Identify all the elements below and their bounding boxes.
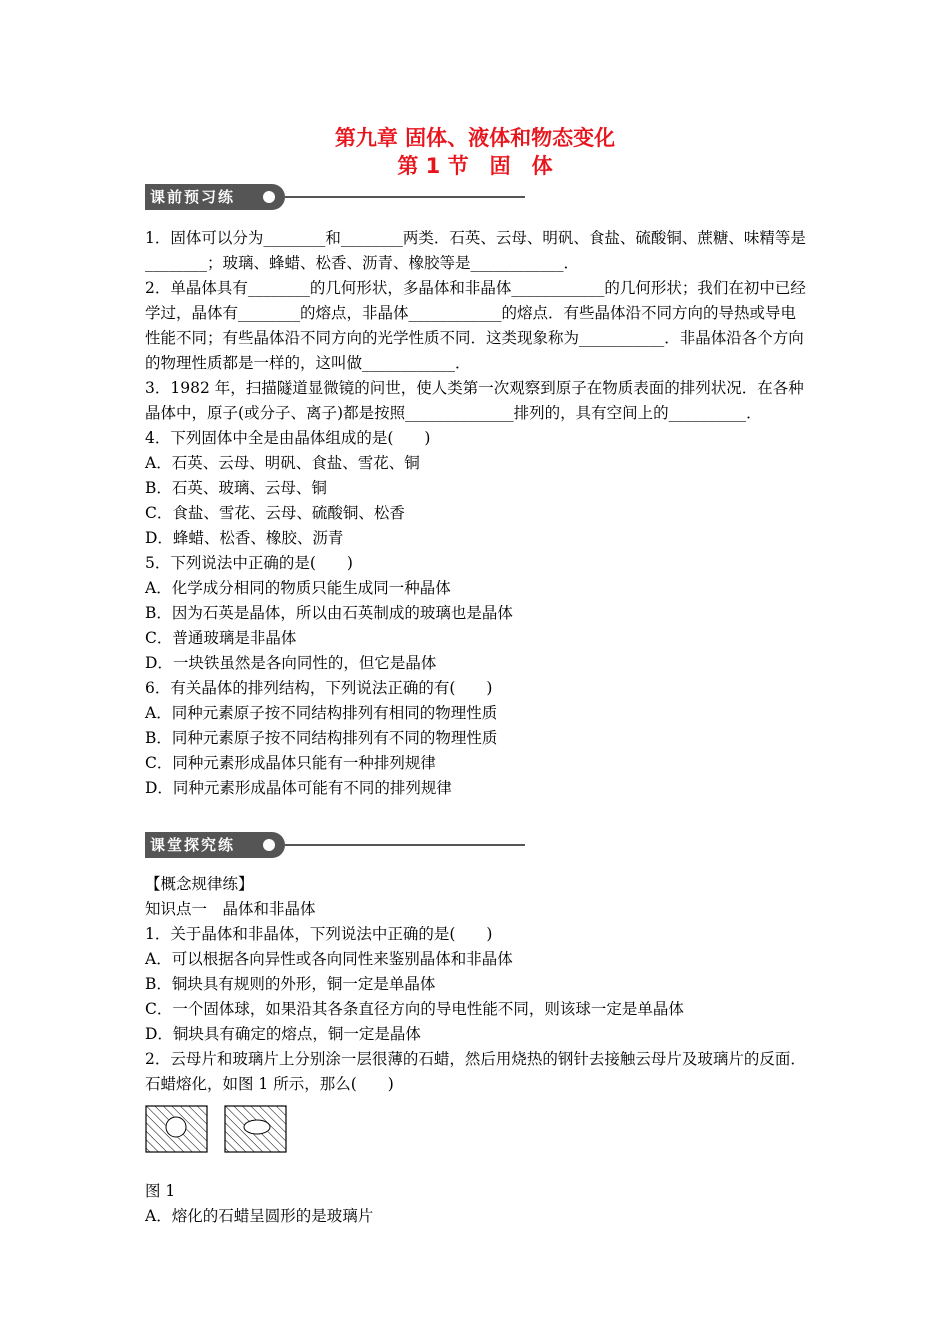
option: A．同种元素原子按不同结构排列有相同的物理性质 [145, 704, 498, 722]
bullet-icon [263, 191, 275, 203]
bullet-icon [263, 839, 275, 851]
question-1-stem: 1．关于晶体和非晶体，下列说法中正确的是( ) [145, 925, 493, 943]
option: C．一个固体球，如果沿其各条直径方向的导电性能不同，则该球一定是单晶体 [145, 1000, 684, 1018]
knowledge-point: 知识点一 晶体和非晶体 [145, 900, 316, 918]
option: A．化学成分相同的物质只能生成同一种晶体 [145, 579, 451, 597]
option: B．铜块具有规则的外形，铜一定是单晶体 [145, 975, 436, 993]
question-4-stem: 4．下列固体中全是由晶体组成的是( ) [145, 429, 431, 447]
question-5-stem: 5．下列说法中正确的是( ) [145, 554, 353, 572]
question-2: 2．单晶体具有________的几何形状，多晶体和非晶体____________的几何形状；我们在初中已经学过，晶体有________的熔点，非晶体____________的熔点．有些晶体沿不同方向的导热或导电性能不同；有些晶体沿不同方向的光学性质不同．这类现象称为___________．非晶体沿各个方向的物理性质都是一样的，这叫做____________． [145, 279, 806, 372]
option: C．食盐、雪花、云母、硫酸铜、松香 [145, 504, 405, 522]
option: D．同种元素形成晶体可能有不同的排列规律 [145, 779, 452, 797]
option: A．熔化的石蜡呈圆形的是玻璃片 [145, 1207, 374, 1225]
figure-caption: 图 1 [145, 1182, 176, 1200]
section-title: 第 1 节 固 体 [397, 154, 553, 178]
mica-sheet-figure [145, 1105, 208, 1153]
option: B．因为石英是晶体，所以由石英制成的玻璃也是晶体 [145, 604, 513, 622]
option: B．石英、玻璃、云母、铜 [145, 479, 327, 497]
option: D．蜂蜡、松香、橡胶、沥青 [145, 529, 344, 547]
question-1: 1．固体可以分为________和________两类．石英、云母、明矾、食盐、硫酸铜、蔗糖、味精等是________；玻璃、蜂蜡、松香、沥青、橡胶等是____________． [145, 229, 806, 272]
option: D．一块铁虽然是各向同性的，但它是晶体 [145, 654, 437, 672]
divider [285, 196, 525, 198]
preview-exercises [145, 226, 810, 801]
subsection-heading: 【概念规律练】 [145, 875, 254, 893]
option: A．石英、云母、明矾、食盐、雪花、铜 [145, 454, 420, 472]
option: D．铜块具有确定的熔点，铜一定是晶体 [145, 1025, 421, 1043]
banner-label: 课前预习练 [145, 184, 285, 210]
glass-sheet-figure [224, 1105, 287, 1153]
figure-1 [145, 1105, 810, 1155]
chapter-title: 第九章 固体、液体和物态变化 [334, 126, 616, 150]
question-6-stem: 6．有关晶体的排列结构，下列说法正确的有( ) [145, 679, 493, 697]
option: C．普通玻璃是非晶体 [145, 629, 297, 647]
section-banner-inclass [145, 832, 525, 858]
banner-label: 课堂探究练 [145, 832, 285, 858]
section-banner-preview [145, 184, 525, 210]
option: C．同种元素形成晶体只能有一种排列规律 [145, 754, 436, 772]
divider [285, 844, 525, 846]
option: A．可以根据各向异性或各向同性来鉴别晶体和非晶体 [145, 950, 513, 968]
question-3: 3．1982 年，扫描隧道显微镜的问世，使人类第一次观察到原子在物质表面的排列状况．在各种晶体中，原子(或分子、离子)都是按照______________排列的，具有空间上的__________． [145, 379, 804, 422]
option: B．同种元素原子按不同结构排列有不同的物理性质 [145, 729, 498, 747]
question-2-stem: 2．云母片和玻璃片上分别涂一层很薄的石蜡，然后用烧热的钢针去接触云母片及玻璃片的反面．石蜡熔化，如图 1 所示，那么( ) [145, 1050, 806, 1093]
inclass-exercises [145, 872, 810, 1229]
